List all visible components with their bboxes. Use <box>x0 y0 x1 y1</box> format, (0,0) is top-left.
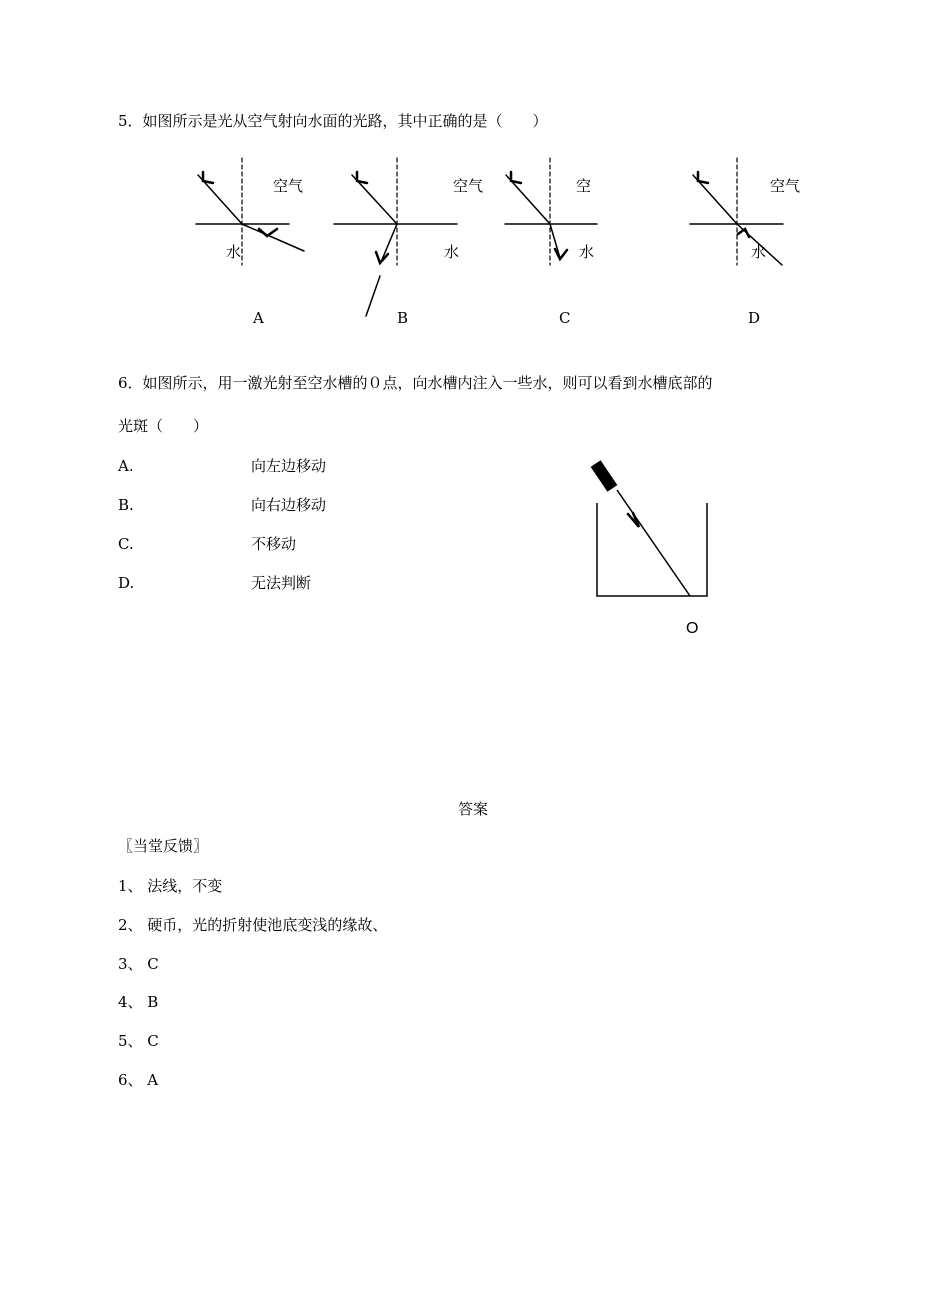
option-d-text: 无法判断 <box>251 574 312 592</box>
answers-title: 答案 <box>458 800 489 818</box>
fig-c-water-label: 水 <box>579 243 595 261</box>
fig-d-air-label: 空气 <box>770 177 801 195</box>
answer-item: 5、 C <box>118 1032 159 1050</box>
option-c-key: C. <box>118 535 134 553</box>
answers-section-label: 〖当堂反馈〗 <box>118 837 209 855</box>
answer-item: 3、 C <box>118 955 159 973</box>
answer-item: 6、 A <box>118 1071 159 1089</box>
water-tank <box>597 503 707 596</box>
option-a-text: 向左边移动 <box>251 457 327 475</box>
option-c-text: 不移动 <box>251 535 297 553</box>
fig-b-water-label: 水 <box>444 243 460 261</box>
answer-item: 4、 B <box>118 993 159 1011</box>
point-o-label: O <box>686 620 699 637</box>
question-5-text: 5．如图所示是光从空气射向水面的光路，其中正确的是（ ） <box>118 112 548 130</box>
fig-d-water-label: 水 <box>751 243 767 261</box>
arrow-head-icon <box>628 513 639 527</box>
laser-beam <box>617 490 690 596</box>
fig-d-letter: D <box>748 309 761 327</box>
fig-c-letter: C <box>559 309 571 327</box>
answer-item: 1、 法线，不变 <box>118 877 223 895</box>
laser-pointer-icon <box>591 460 618 492</box>
fig-c-air-label: 空 <box>576 177 592 195</box>
fig-b-letter: B <box>397 309 409 327</box>
question-6-text: 6．如图所示，用一激光射至空水槽的０点，向水槽内注入一些水，则可以看到水槽底部的 <box>118 374 713 392</box>
option-b-key: B. <box>118 496 134 514</box>
answer-item: 2、 硬币，光的折射使池底变浅的缘故、 <box>118 916 388 934</box>
fig-a-air-label: 空气 <box>273 177 304 195</box>
fig-a-letter: A <box>253 309 264 327</box>
option-a-key: A. <box>118 457 134 475</box>
question-6-text-cont: 光斑（ ） <box>118 417 209 435</box>
option-b-text: 向右边移动 <box>251 496 327 514</box>
option-d-key: D. <box>118 574 135 592</box>
fig-b-air-label: 空气 <box>453 177 484 195</box>
fig-a-water-label: 水 <box>226 243 242 261</box>
